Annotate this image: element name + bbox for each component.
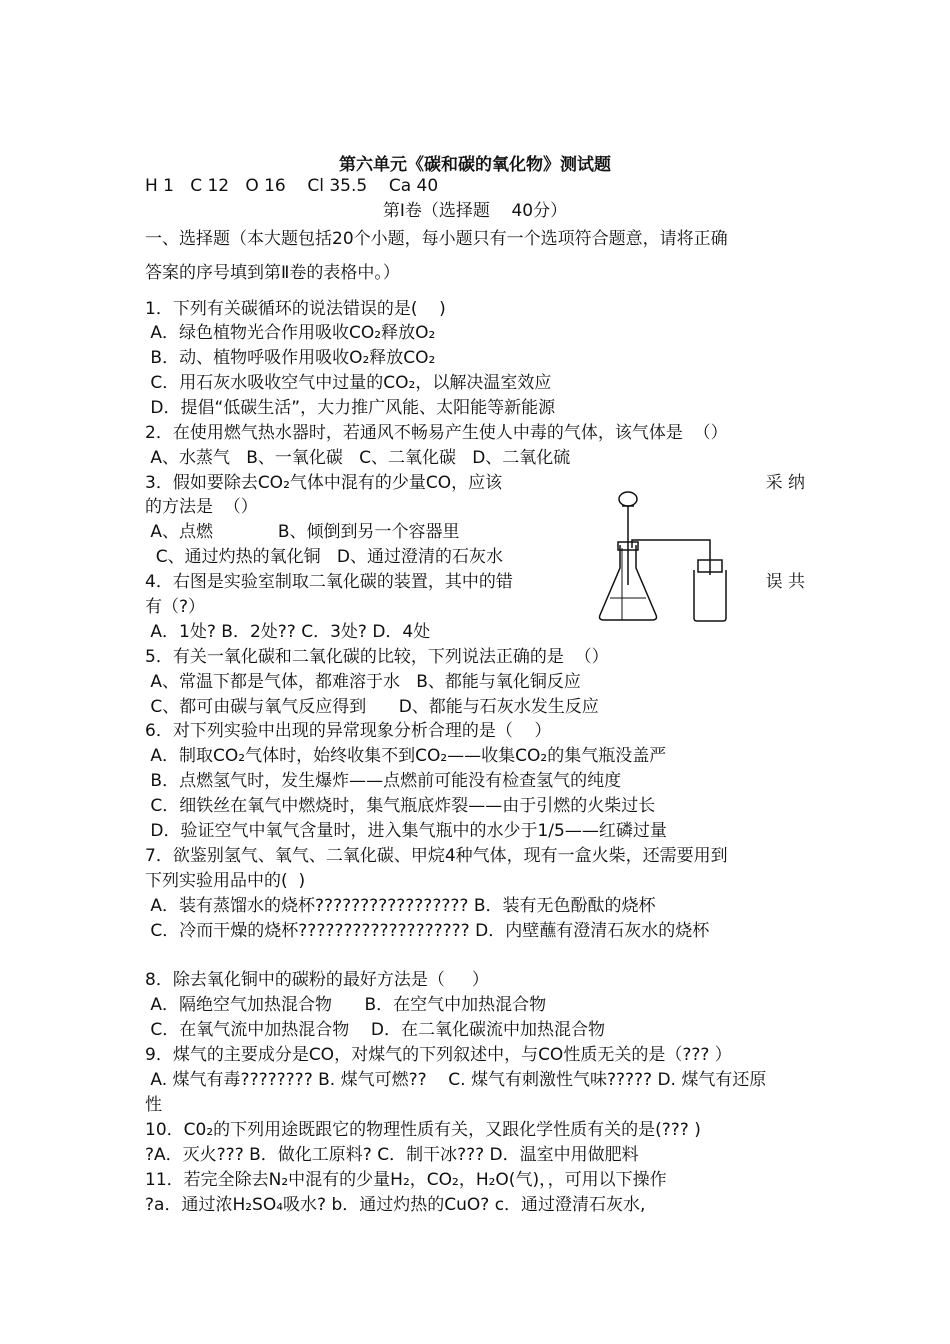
- q1-option-b: B．动、植物呼吸作用吸收O₂释放CO₂: [145, 348, 436, 368]
- q6-option-c: C．细铁丝在氧气中燃烧时，集气瓶底炸裂——由于引燃的火柴过长: [145, 796, 656, 816]
- q3-stem-left: 3．假如要除去CO₂气体中混有的少量CO，应该: [145, 473, 503, 493]
- q1-option-c: C．用石灰水吸收空气中过量的CO₂，以解决温室效应: [145, 373, 552, 393]
- section1-instructions-line1: 一、选择题（本大题包括20个小题，每小题只有一个选项符合题意，请将正确: [145, 229, 728, 249]
- q11-operations: ?a．通过浓H₂SO₄吸水? b．通过灼热的CuO? c．通过澄清石灰水,: [145, 1195, 646, 1215]
- q3-stem-right: 采 纳: [765, 473, 805, 493]
- q6-option-d: D．验证空气中氧气含量时，进入集气瓶中的水少于1/5——红磷过量: [145, 821, 667, 841]
- q4-options: A．1处? B．2处?? C．3处? D．4处: [145, 622, 431, 642]
- q9-stem: 9．煤气的主要成分是CO，对煤气的下列叙述中，与CO性质无关的是（??? ）: [145, 1045, 732, 1065]
- q4-stem-right: 误 共: [765, 572, 805, 592]
- part1-title: 第Ⅰ卷（选择题 40分）: [382, 201, 568, 221]
- q7-stem-line1: 7．欲鉴别氢气、氧气、二氧化碳、甲烷4种气体，现有一盒火柴，还需要用到: [145, 846, 728, 866]
- q5-options-ab: A、常温下都是气体，都难溶于水 B、都能与氧化铜反应: [145, 672, 581, 692]
- q9-options-cont: 性: [145, 1095, 162, 1115]
- q10-stem: 10．C0₂的下列用途既跟它的物理性质有关，又跟化学性质有关的是(??? ): [145, 1120, 701, 1140]
- q6-option-a: A．制取CO₂气体时，始终收集不到CO₂——收集CO₂的集气瓶没盖严: [145, 746, 667, 766]
- q1-stem: 1．下列有关碳循环的说法错误的是( ): [145, 299, 446, 319]
- q7-stem-line2: 下列实验用品中的( ): [145, 871, 306, 891]
- q7-options-ab: A．装有蒸馏水的烧杯????????????????? B．装有无色酚酞的烧杯: [145, 896, 656, 916]
- q4-stem-cont: 有（?）: [145, 597, 206, 617]
- q1-option-d: D．提倡“低碳生活”，大力推广风能、太阳能等新能源: [145, 398, 556, 418]
- q8-stem: 8．除去氧化铜中的碳粉的最好方法是（ ）: [145, 970, 489, 990]
- q6-option-b: B．点燃氢气时，发生爆炸——点燃前可能没有检查氢气的纯度: [145, 771, 622, 791]
- q11-stem: 11．若完全除去N₂中混有的少量H₂，CO₂，H₂O(气)，，可用以下操作: [145, 1170, 667, 1190]
- q6-stem: 6．对下列实验中出现的异常现象分析合理的是（ ）: [145, 721, 552, 741]
- q8-options-ab: A．隔绝空气加热混合物 B．在空气中加热混合物: [145, 995, 547, 1015]
- section1-instructions-line2: 答案的序号填到第Ⅱ卷的表格中。）: [145, 263, 400, 283]
- atomic-masses: H 1 C 12 O 16 Cl 35.5 Ca 40: [145, 176, 439, 196]
- q4-stem-left: 4．右图是实验室制取二氧化碳的装置，其中的错: [145, 572, 513, 592]
- q9-options: A. 煤气有毒???????? B. 煤气可燃?? C. 煤气有刺激性气味????? D. 煤气有还原: [145, 1070, 767, 1090]
- q5-stem: 5．有关一氧化碳和二氧化碳的比较，下列说法正确的是 （）: [145, 647, 609, 667]
- co2-apparatus-figure: [590, 490, 750, 625]
- q8-options-cd: C．在氧气流中加热混合物 D．在二氧化碳流中加热混合物: [145, 1020, 605, 1040]
- q3-options-ab: A、点燃 B、倾倒到另一个容器里: [145, 522, 460, 542]
- page-title: 第六单元《碳和碳的氧化物》测试题: [339, 155, 611, 175]
- q3-stem-cont: 的方法是 （）: [145, 497, 258, 517]
- funnel-bulb: [619, 492, 637, 506]
- q2-stem: 2．在使用燃气热水器时，若通风不畅易产生使人中毒的气体，该气体是 （）: [145, 423, 728, 443]
- gas-jar: [694, 570, 726, 621]
- q2-options: A、水蒸气 B、一氧化碳 C、二氧化碳 D、二氧化硫: [145, 448, 571, 468]
- q7-options-cd: C．冷而干燥的烧杯??????????????????? D．内壁蘸有澄清石灰水的烧杯: [145, 921, 710, 941]
- q3-options-cd: C、通过灼热的氧化铜 D、通过澄清的石灰水: [145, 547, 503, 567]
- q1-option-a: A．绿色植物光合作用吸收CO₂释放O₂: [145, 323, 436, 343]
- q5-options-cd: C、都可由碳与氧气反应得到 D、都能与石灰水发生反应: [145, 697, 599, 717]
- q10-options: ?A．灭火??? B．做化工原料? C．制干冰??? D．温室中用做肥料: [145, 1145, 639, 1165]
